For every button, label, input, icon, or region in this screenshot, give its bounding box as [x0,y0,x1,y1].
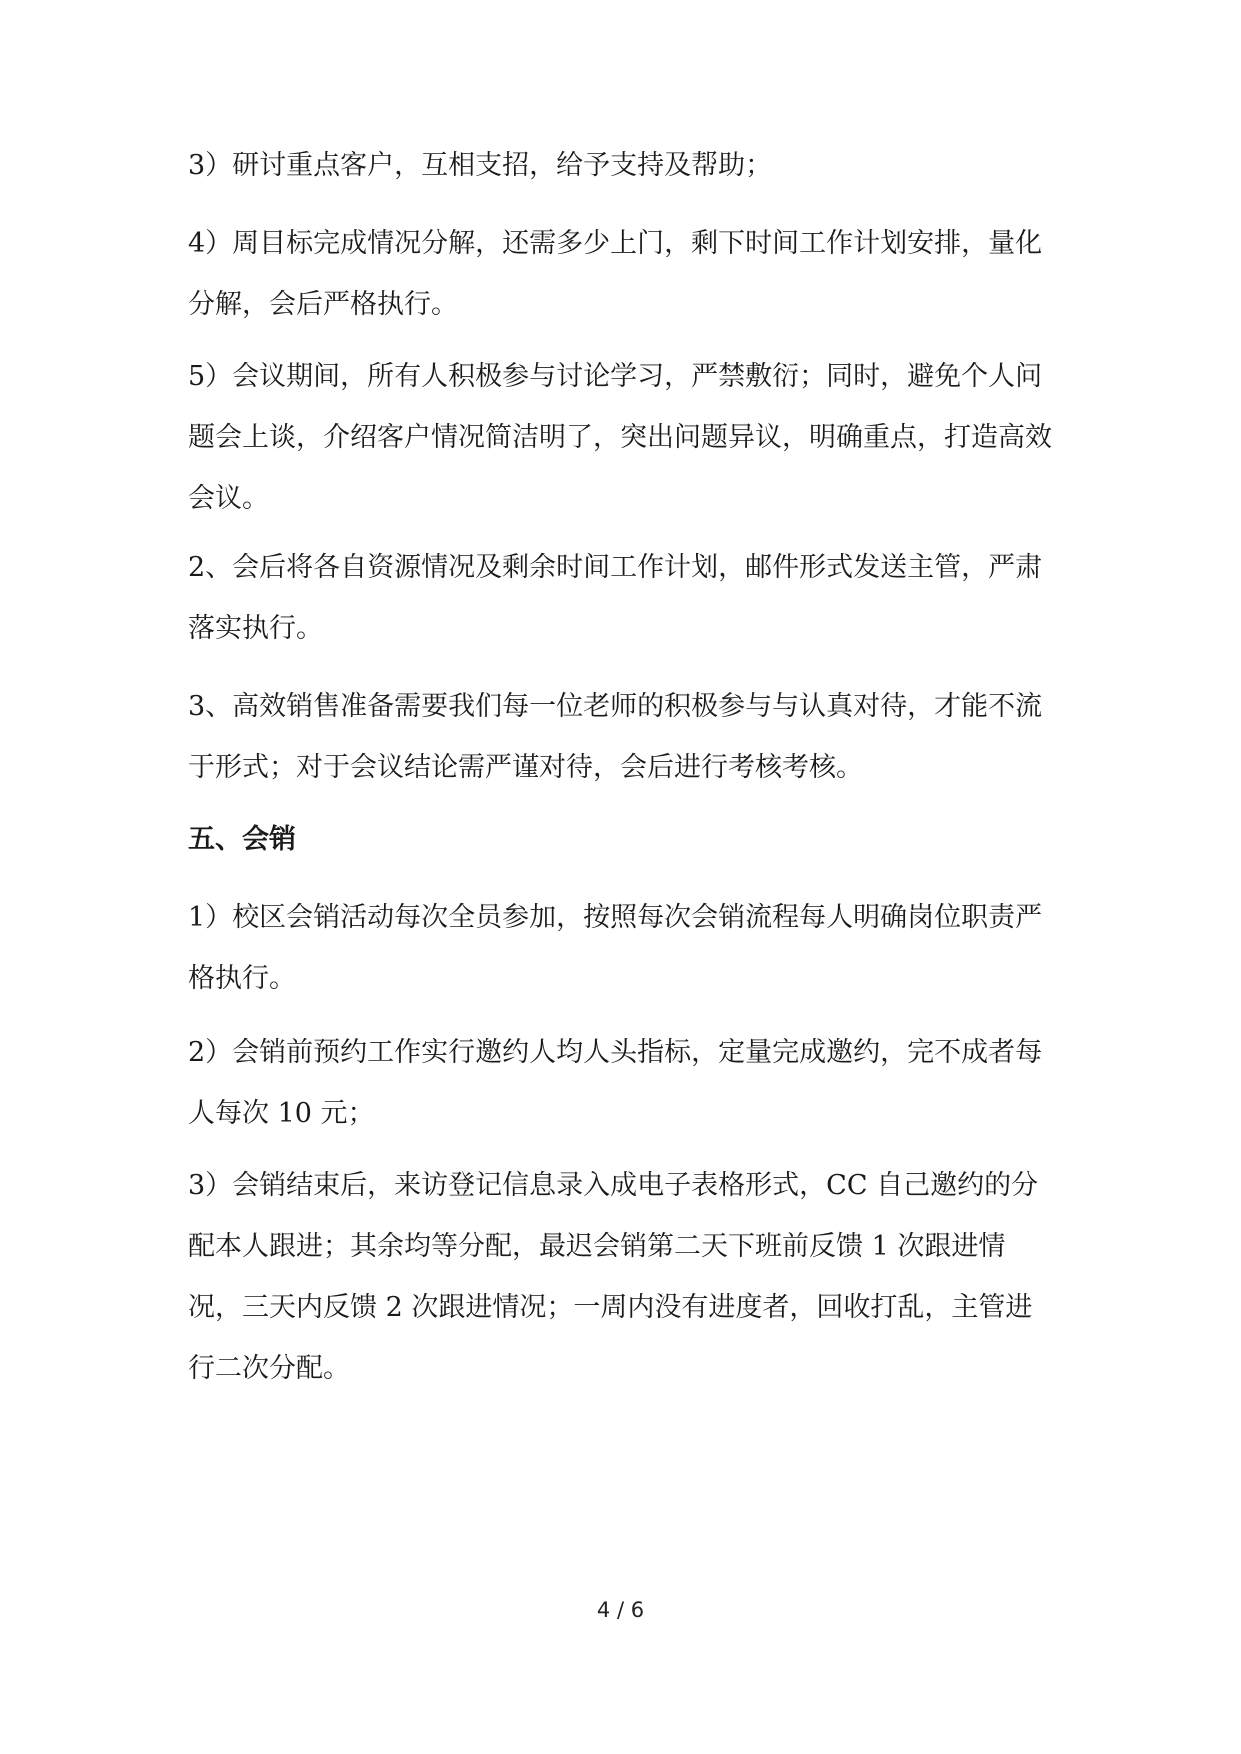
page-number: 4 / 6 [596,1598,645,1622]
section-heading: 五、会销 [188,824,296,855]
paragraph-point-2: 2、会后将各自资源情况及剩余时间工作计划，邮件形式发送主管，严肃落实执行。 [188,552,1043,644]
section-paragraph-2: 2）会销前预约工作实行邀约人均人头指标，定量完成邀约，完不成者每人每次 10 元； [188,1037,1043,1129]
section-paragraph-1: 1）校区会销活动每次全员参加，按照每次会销流程每人明确岗位职责严格执行。 [188,902,1043,994]
paragraph-point-3: 3、高效销售准备需要我们每一位老师的积极参与与认真对待，才能不流于形式；对于会议结论需严谨对待，会后进行考核考核。 [188,691,1043,783]
paragraph-item-4: 4）周目标完成情况分解，还需多少上门，剩下时间工作计划安排，量化分解，会后严格执行。 [188,228,1043,320]
section-paragraph-3: 3）会销结束后，来访登记信息录入成电子表格形式，CC 自己邀约的分配本人跟进；其余均等分配，最迟会销第二天下班前反馈 1 次跟进情况，三天内反馈 2 次跟进情况；一周内没有进度者，回收打乱，主管进行二次分配。 [188,1170,1039,1384]
paragraph-item-3: 3）研讨重点客户，互相支招，给予支持及帮助； [188,150,773,181]
paragraph-item-5: 5）会议期间，所有人积极参与讨论学习，严禁敷衍；同时，避免个人问题会上谈，介绍客户情况简洁明了，突出问题异议，明确重点，打造高效会议。 [188,361,1052,514]
